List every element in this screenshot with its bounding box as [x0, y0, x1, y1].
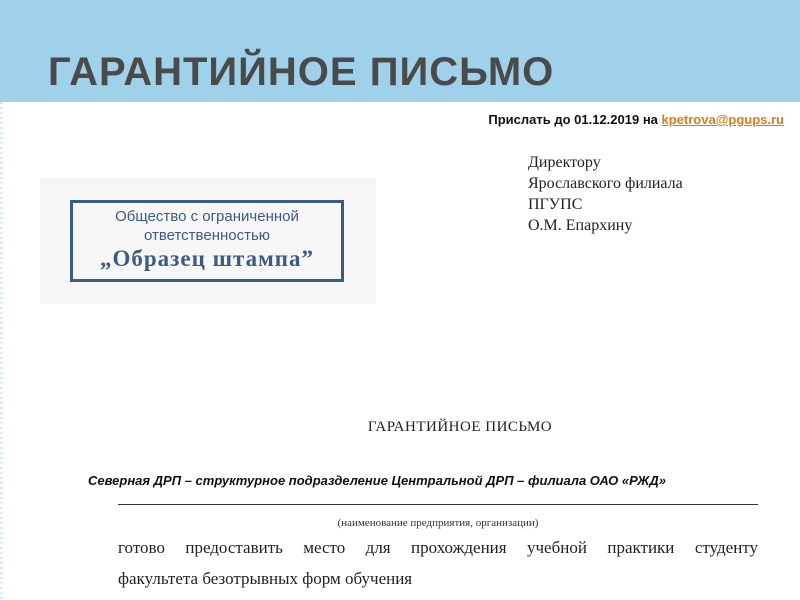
body-text-line: факультета безотрывных форм обучения	[118, 569, 413, 588]
organization-underline	[118, 504, 758, 505]
addressee-line: Ярославского филиала	[528, 175, 683, 192]
organization-name: Северная ДРП – структурное подразделение Центральной ДРП – филиала ОАО «РЖД»	[88, 473, 666, 488]
deadline-text: Прислать до 01.12.2019 на	[488, 112, 662, 127]
left-edge-decoration	[0, 102, 3, 600]
addressee-line: О.М. Епархину	[528, 217, 633, 234]
document-heading: ГАРАНТИЙНОЕ ПИСЬМО	[367, 419, 553, 435]
deadline-notice	[488, 112, 784, 127]
stamp-line: ответственностью	[143, 227, 271, 244]
slide-title: ГАРАНТИЙНОЕ ПИСЬМО	[48, 50, 555, 94]
email-link[interactable]: kpetrova@pgups.ru	[661, 112, 784, 127]
addressee-block	[528, 152, 683, 236]
stamp-line: Общество с ограниченной	[115, 208, 299, 225]
organization-caption: (наименование предприятия, организации)	[337, 517, 539, 529]
body-text-line: готово предоставить место для прохождения учебной практики студенту	[118, 538, 758, 557]
addressee-line: Директору	[528, 154, 601, 171]
stamp-name: „Образец штампа”	[99, 246, 315, 271]
addressee-line: ПГУПС	[528, 196, 583, 213]
sample-stamp	[70, 200, 344, 282]
